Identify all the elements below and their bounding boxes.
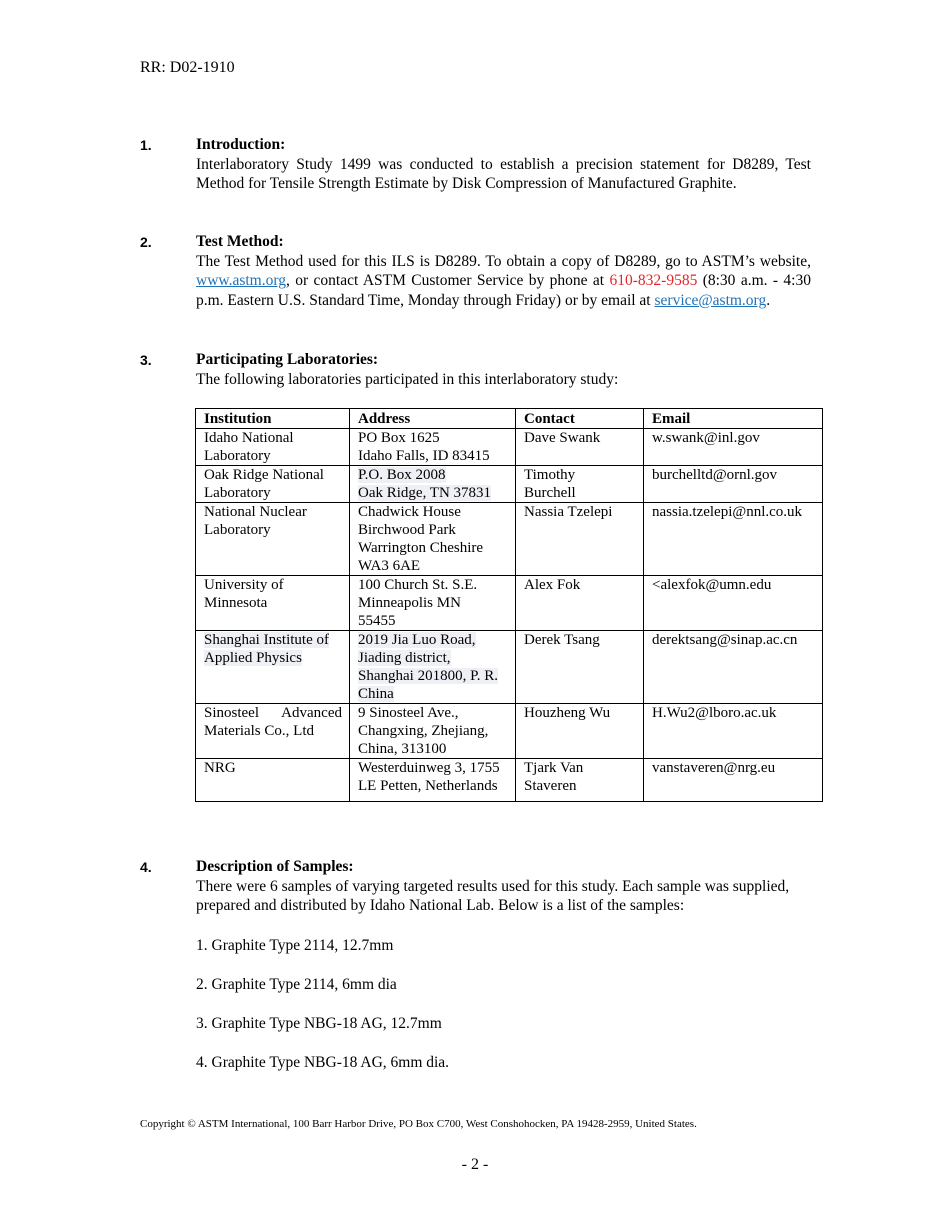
cell-line: National Nuclear [204, 504, 307, 520]
cell-line: Dave Swank [524, 430, 601, 446]
cell-institution [196, 704, 350, 759]
cell-institution [196, 576, 350, 631]
cell-line: Shanghai Institute of [204, 632, 329, 648]
column-header-contact: Contact [516, 409, 644, 429]
samples-list [196, 936, 449, 1092]
cell-line: Laboratory [204, 485, 271, 501]
table-row [196, 631, 823, 704]
table-row [196, 466, 823, 503]
cell-line: P.O. Box 2008 [358, 467, 446, 483]
cell-institution [196, 759, 350, 802]
text-part: . [766, 291, 771, 309]
cell-address [350, 704, 516, 759]
section-participating-labs [196, 350, 811, 389]
column-header-email: Email [644, 409, 823, 429]
report-id: RR: D02-1910 [140, 59, 235, 76]
cell-contact [516, 466, 644, 503]
cell-email: H.Wu2@lboro.ac.uk [644, 704, 823, 759]
cell-line: Warrington Cheshire [358, 540, 484, 556]
cell-contact [516, 429, 644, 466]
service-email-link[interactable]: service@astm.org [654, 291, 767, 309]
list-item: 1. Graphite Type 2114, 12.7mm [196, 937, 394, 954]
section-number-2: 2. [140, 234, 152, 250]
list-item: 2. Graphite Type 2114, 6mm dia [196, 976, 397, 993]
cell-institution [196, 466, 350, 503]
section-title: Description of Samples: [196, 858, 354, 875]
cell-email: w.swank@inl.gov [644, 429, 823, 466]
cell-line: Minnesota [204, 595, 268, 611]
cell-email: burchelltd@ornl.gov [644, 466, 823, 503]
cell-line: Tjark Van [524, 760, 584, 776]
list-item: 4. Graphite Type NBG-18 AG, 6mm dia. [196, 1054, 450, 1071]
astm-website-link[interactable]: www.astm.org [196, 272, 286, 289]
text-part: (8:30 a.m. - 4:30 p.m. Eastern U.S. Standard Time, Monday through Friday) or by email at [196, 272, 811, 309]
section-text [196, 252, 811, 311]
table-row [196, 429, 823, 466]
cell-line: Westerduinweg 3, 1755 [358, 760, 500, 776]
cell-line: Minneapolis MN [358, 595, 461, 611]
cell-address [350, 466, 516, 503]
cell-line: 100 Church St. S.E. [358, 577, 478, 593]
cell-contact [516, 503, 644, 576]
cell-address [350, 576, 516, 631]
cell-contact [516, 759, 644, 802]
section-text: The following laboratories participated in this interlaboratory study: [196, 370, 619, 388]
column-header-institution: Institution [196, 409, 350, 429]
cell-address [350, 429, 516, 466]
cell-line: Changxing, Zhejiang, [358, 723, 489, 739]
table-header-row [196, 409, 823, 429]
section-title: Test Method: [196, 233, 284, 250]
section-number-3: 3. [140, 352, 152, 368]
cell-contact [516, 576, 644, 631]
cell-line: Idaho National [204, 430, 294, 446]
cell-line: NRG [204, 760, 236, 776]
list-item: 3. Graphite Type NBG-18 AG, 12.7mm [196, 1015, 442, 1032]
cell-contact [516, 631, 644, 704]
cell-institution [196, 503, 350, 576]
text-part: , or contact ASTM Customer Service by phone at [285, 272, 610, 289]
cell-line: Oak Ridge National [204, 467, 324, 483]
cell-contact [516, 704, 644, 759]
cell-line: Timothy [524, 467, 576, 483]
cell-line: China, 313100 [358, 741, 447, 757]
cell-line: Staveren [524, 778, 577, 794]
table-row [196, 576, 823, 631]
section-text: There were 6 samples of varying targeted results used for this study. Each sample was supplied, prepared and distributed by Idaho National Lab. Below is a list of the samples: [196, 877, 790, 914]
cell-line: Chadwick House [358, 504, 461, 520]
cell-line: Applied Physics [204, 650, 302, 666]
page-number: - 2 - [461, 1156, 489, 1173]
cell-line: Nassia Tzelepi [524, 504, 613, 520]
section-number-4: 4. [140, 859, 152, 875]
cell-line: Materials Co., Ltd [204, 723, 314, 739]
table-row [196, 759, 823, 802]
cell-line: Houzheng Wu [524, 705, 611, 721]
section-test-method [196, 232, 811, 310]
cell-institution [196, 429, 350, 466]
column-header-address: Address [350, 409, 516, 429]
cell-line: Derek Tsang [524, 632, 600, 648]
cell-line: WA3 6AE [358, 558, 421, 574]
text-part: The Test Method used for this ILS is D8289. To obtain a copy of D8289, go to ASTM’s website, [196, 252, 811, 270]
cell-email: nassia.tzelepi@nnl.co.uk [644, 503, 823, 576]
cell-line: China [358, 686, 394, 702]
cell-line: Idaho Falls, ID 83415 [358, 448, 490, 464]
cell-email: derektsang@sinap.ac.cn [644, 631, 823, 704]
cell-line: 9 Sinosteel Ave., [358, 705, 459, 721]
table-row [196, 704, 823, 759]
cell-line: 55455 [358, 613, 396, 629]
laboratories-table [195, 408, 823, 802]
cell-line: Birchwood Park [358, 522, 456, 538]
cell-institution [196, 631, 350, 704]
table-row [196, 503, 823, 576]
cell-line: Shanghai 201800, P. R. [358, 668, 499, 684]
cell-line: 2019 Jia Luo Road, [358, 632, 476, 648]
section-text: Interlaboratory Study 1499 was conducted to establish a precision statement for D8289, Test Method for Tensile Strength Estimate by Disk Compression of Manufactured Graphite. [196, 155, 811, 192]
cell-address [350, 631, 516, 704]
cell-line: Oak Ridge, TN 37831 [358, 485, 492, 501]
cell-line: Alex Fok [524, 577, 581, 593]
section-title: Introduction: [196, 136, 286, 153]
copyright-footer: Copyright © ASTM International, 100 Barr Harbor Drive, PO Box C700, West Conshohocken, PA 19428-2959, United States. [140, 1118, 697, 1130]
cell-line: Sinosteel Advanced [204, 705, 342, 721]
cell-email: vanstaveren@nrg.eu [644, 759, 823, 802]
section-number-1: 1. [140, 137, 152, 153]
cell-line: Laboratory [204, 522, 271, 538]
section-introduction [196, 135, 811, 194]
cell-address [350, 759, 516, 802]
cell-line: PO Box 1625 [358, 430, 440, 446]
phone-number: 610-832-9585 [609, 272, 698, 289]
cell-line: Jiading district, [358, 650, 451, 666]
cell-address [350, 503, 516, 576]
section-title: Participating Laboratories: [196, 351, 379, 368]
cell-line: Burchell [524, 485, 576, 501]
cell-email: <alexfok@umn.edu [644, 576, 823, 631]
cell-line: LE Petten, Netherlands [358, 778, 498, 794]
cell-line: Laboratory [204, 448, 271, 464]
section-samples [196, 857, 811, 916]
cell-line: University of [204, 577, 284, 593]
